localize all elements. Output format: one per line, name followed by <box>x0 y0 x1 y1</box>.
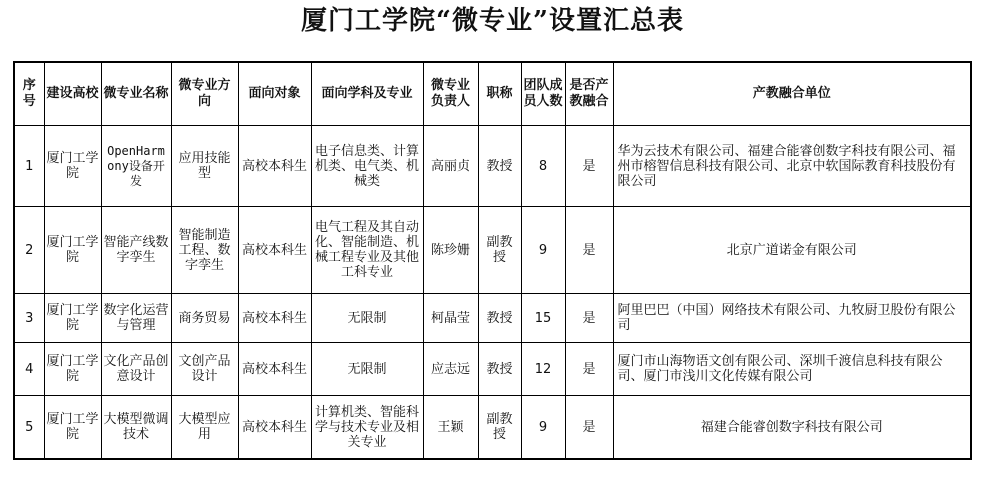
cell-index: 2 <box>14 207 44 294</box>
document-title: 厦门工学院“微专业”设置汇总表 <box>301 6 684 36</box>
header-rank: 职称 <box>478 62 521 126</box>
table-row <box>14 396 971 460</box>
cell-disciplines: 无限制 <box>311 294 423 343</box>
cell-rank: 教授 <box>478 126 521 207</box>
cell-integration: 是 <box>565 343 613 396</box>
cell-lead: 王颖 <box>423 396 478 460</box>
cell-school: 厦门工学院 <box>44 396 101 460</box>
header-index: 序号 <box>14 62 44 126</box>
cell-audience: 高校本科生 <box>238 396 311 460</box>
header-integration: 是否产教融合 <box>565 62 613 126</box>
cell-index: 3 <box>14 294 44 343</box>
header-partners: 产教融合单位 <box>613 62 971 126</box>
cell-school: 厦门工学院 <box>44 126 101 207</box>
cell-partners: 华为云技术有限公司、福建合能睿创数字科技有限公司、福州市榕智信息科技有限公司、北京中软国际教育科技股份有限公司 <box>613 126 971 207</box>
header-row <box>14 62 971 126</box>
table-row <box>14 207 971 294</box>
header-school: 建设高校 <box>44 62 101 126</box>
cell-partners: 阿里巴巴（中国）网络技术有限公司、九牧厨卫股份有限公司 <box>613 294 971 343</box>
cell-school: 厦门工学院 <box>44 207 101 294</box>
cell-integration: 是 <box>565 294 613 343</box>
cell-lead: 陈珍姗 <box>423 207 478 294</box>
cell-disciplines: 电子信息类、计算机类、电气类、机械类 <box>311 126 423 207</box>
cell-disciplines: 计算机类、智能科学与技术专业及相关专业 <box>311 396 423 460</box>
cell-name: OpenHarmony设备开发 <box>101 126 171 207</box>
micro-major-summary-table <box>13 61 972 460</box>
table-row <box>14 294 971 343</box>
cell-members: 12 <box>521 343 565 396</box>
cell-rank: 教授 <box>478 294 521 343</box>
cell-integration: 是 <box>565 396 613 460</box>
cell-integration: 是 <box>565 207 613 294</box>
cell-name: 文化产品创意设计 <box>101 343 171 396</box>
cell-partners: 北京广道诺金有限公司 <box>613 207 971 294</box>
header-direction: 微专业方向 <box>171 62 238 126</box>
cell-direction: 应用技能型 <box>171 126 238 207</box>
cell-partners: 厦门市山海物语文创有限公司、深圳千渡信息科技有限公司、厦门市浅川文化传媒有限公司 <box>613 343 971 396</box>
header-disciplines: 面向学科及专业 <box>311 62 423 126</box>
cell-audience: 高校本科生 <box>238 207 311 294</box>
cell-index: 4 <box>14 343 44 396</box>
cell-direction: 智能制造工程、数字孪生 <box>171 207 238 294</box>
cell-lead: 柯晶莹 <box>423 294 478 343</box>
cell-direction: 大模型应用 <box>171 396 238 460</box>
cell-lead: 高丽贞 <box>423 126 478 207</box>
cell-members: 15 <box>521 294 565 343</box>
cell-audience: 高校本科生 <box>238 343 311 396</box>
cell-name: 数字化运营与管理 <box>101 294 171 343</box>
cell-audience: 高校本科生 <box>238 294 311 343</box>
table-header <box>14 62 971 126</box>
cell-disciplines: 电气工程及其自动化、智能制造、机械工程专业及其他工科专业 <box>311 207 423 294</box>
header-audience: 面向对象 <box>238 62 311 126</box>
cell-direction: 文创产品设计 <box>171 343 238 396</box>
cell-rank: 副教授 <box>478 396 521 460</box>
header-name: 微专业名称 <box>101 62 171 126</box>
cell-index: 1 <box>14 126 44 207</box>
header-members: 团队成员人数 <box>521 62 565 126</box>
cell-lead: 应志远 <box>423 343 478 396</box>
table-body <box>14 126 971 460</box>
cell-name: 智能产线数字孪生 <box>101 207 171 294</box>
table-row <box>14 343 971 396</box>
cell-members: 8 <box>521 126 565 207</box>
cell-audience: 高校本科生 <box>238 126 311 207</box>
cell-members: 9 <box>521 396 565 460</box>
cell-direction: 商务贸易 <box>171 294 238 343</box>
cell-rank: 教授 <box>478 343 521 396</box>
header-lead: 微专业负责人 <box>423 62 478 126</box>
cell-index: 5 <box>14 396 44 460</box>
cell-integration: 是 <box>565 126 613 207</box>
cell-school: 厦门工学院 <box>44 294 101 343</box>
cell-partners: 福建合能睿创数字科技有限公司 <box>613 396 971 460</box>
cell-rank: 副教授 <box>478 207 521 294</box>
cell-name: 大模型微调技术 <box>101 396 171 460</box>
cell-members: 9 <box>521 207 565 294</box>
table-row <box>14 126 971 207</box>
cell-school: 厦门工学院 <box>44 343 101 396</box>
cell-disciplines: 无限制 <box>311 343 423 396</box>
